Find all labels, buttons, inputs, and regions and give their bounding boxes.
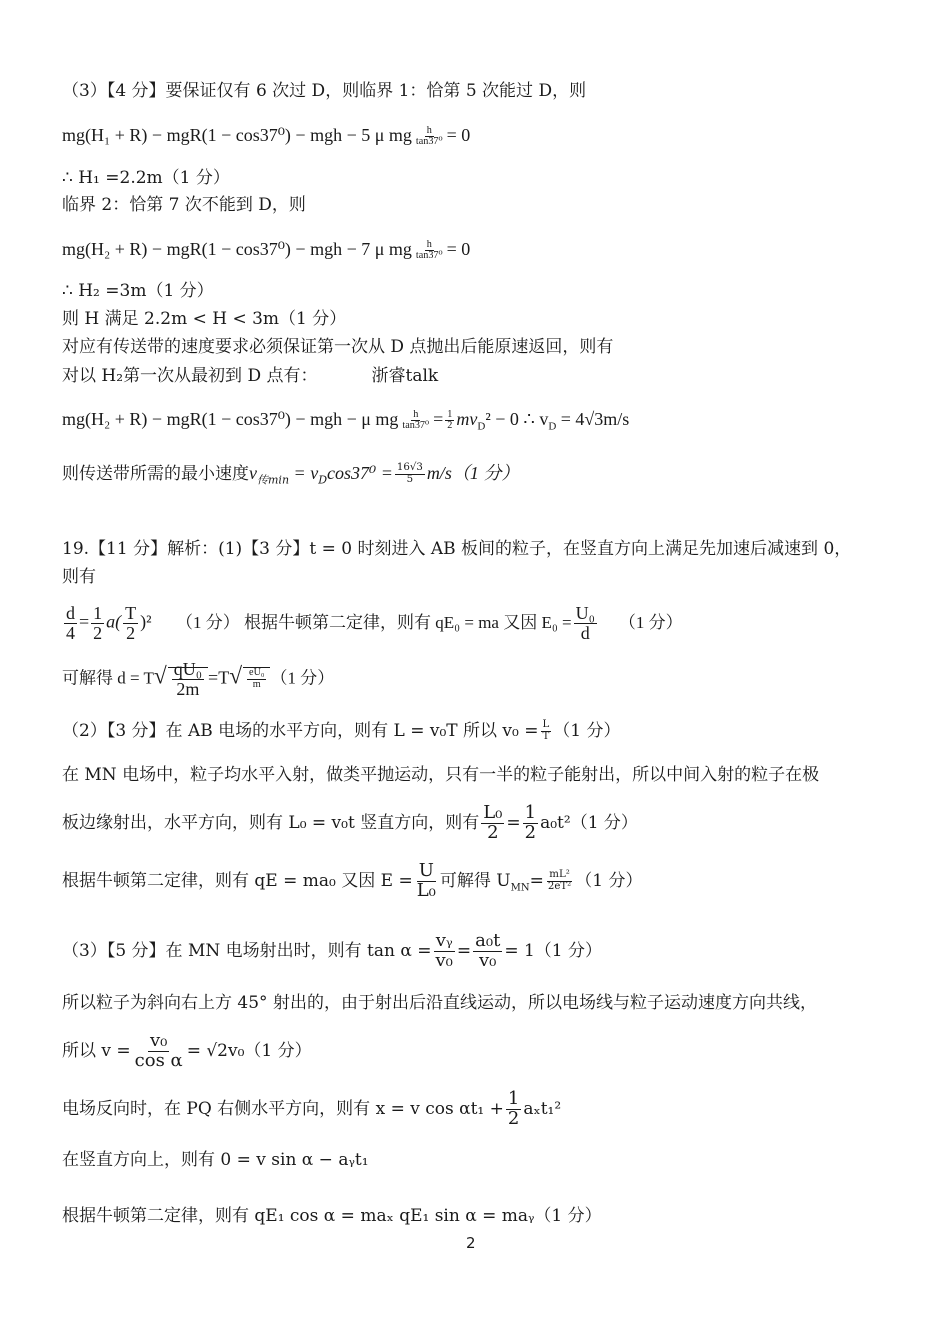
text: = √2v₀（1 分） [186, 1040, 312, 1061]
h2-to-d-text [62, 365, 438, 387]
fraction-denominator: 2 [487, 821, 499, 843]
fraction [445, 410, 454, 432]
fraction-denominator: m [252, 678, 261, 690]
eq-text: a( [106, 611, 122, 632]
text: 电场反向时，在 PQ 右侧水平方向，则有 x = v cos αt₁ + [62, 1098, 504, 1119]
fraction [523, 804, 538, 843]
belt-requirement-text: 对应有传送带的速度要求必须保证第一次从 D 点抛出后能原速返回，则有 [62, 337, 614, 357]
fraction-numerator: 1 [524, 802, 537, 823]
eq-text: )² [140, 611, 152, 632]
fraction [247, 668, 266, 690]
fraction-numerator: U₀ [575, 603, 595, 623]
q19-then: 则有 [62, 567, 96, 587]
eq-text: （1 分） [618, 612, 683, 632]
part2-heading [62, 720, 621, 743]
text: 根据牛顿第二定律，则有 qE = ma₀ 又因 E = [62, 870, 413, 891]
mn-field-text: 在 MN 电场中，粒子均水平入射，做类平抛运动，只有一半的粒子能射出，所以中间入射的粒子在极 [62, 765, 820, 785]
part3-q19-heading [62, 932, 602, 971]
subscript: 传min [257, 473, 290, 487]
fraction-numerator: 1 [447, 408, 453, 420]
fraction-numerator: d [66, 603, 75, 623]
fraction-numerator: h [426, 124, 432, 136]
fraction-numerator: T [125, 603, 137, 623]
fraction-numerator: 16√3 [396, 462, 423, 474]
eq-text: （1 分） [270, 668, 335, 688]
fraction [400, 410, 431, 432]
subscript: MN [510, 882, 530, 894]
fraction-denominator: 2eT² [547, 880, 572, 892]
fraction [433, 932, 454, 971]
fraction-numerator: a₀t [475, 930, 501, 951]
eq-text: = 0 [446, 239, 471, 259]
newton-e1-text: 根据牛顿第二定律，则有 qE₁ cos α = maₓ qE₁ sin α = maᵧ（1 分） [62, 1206, 602, 1226]
q19-heading: 19.【11 分】解析：(1)【3 分】t = 0 时刻进入 AB 板间的粒子，在竖直方向上满足先加速后减速到 0， [62, 539, 852, 559]
result-h2: ∴ H₂ =3m（1 分） [62, 281, 214, 301]
eq-text: mv [456, 409, 478, 429]
fraction-numerator: qU₀ [173, 659, 203, 679]
fraction-numerator: vᵧ [435, 930, 453, 951]
text: 可解得 U [439, 870, 511, 891]
eq-text: = 0 [446, 125, 471, 145]
fraction-denominator: 2 [447, 420, 453, 432]
eq-text: ² − 0 ∴ v [485, 409, 549, 429]
eq-text: v [249, 463, 257, 483]
fraction-denominator: cos α [134, 1049, 183, 1071]
fraction [172, 660, 204, 699]
fraction-denominator: tan37⁰ [415, 136, 443, 148]
min-belt-speed [62, 462, 519, 491]
eq-text: 可解得 d = T [62, 668, 154, 688]
fraction [546, 870, 573, 892]
text: = 1（1 分） [504, 940, 602, 961]
fraction [414, 126, 445, 148]
fraction [91, 604, 104, 643]
text: 板边缘射出，水平方向，则有 L₀ = v₀t 竖直方向，则有 [62, 812, 480, 833]
fraction-numerator: eU₀ [249, 667, 265, 679]
page-number: 2 [466, 1234, 476, 1252]
fraction [395, 463, 425, 485]
fraction [415, 862, 438, 901]
fraction-denominator: T [542, 731, 550, 742]
fraction-denominator: 2 [507, 1107, 520, 1129]
eq-text: = [433, 409, 444, 429]
eq-text: m/s（1 分） [426, 463, 520, 483]
text: = [506, 812, 521, 833]
eq-text: = 4√3m/s [556, 409, 630, 429]
fraction-denominator: tan37⁰ [415, 250, 443, 262]
direction-45-text: 所以粒子为斜向右上方 45° 射出的，由于射出后沿直线运动，所以电场线与粒子运动速度方向共线， [62, 993, 817, 1013]
fraction-numerator: h [413, 408, 419, 420]
fraction-numerator: 1 [507, 1088, 520, 1109]
text: （3）【5 分】在 MN 电场射出时，则有 tan α = [62, 940, 432, 961]
fraction-denominator: v₀ [479, 949, 497, 971]
watermark-text: 浙睿talk [371, 366, 439, 386]
text: 所以 v = [62, 1040, 131, 1061]
equation-solve-d [62, 660, 334, 699]
text: = [456, 940, 472, 961]
fraction-denominator: L₀ [416, 879, 436, 901]
fraction-numerator: h [426, 238, 432, 250]
eq-text: = [79, 611, 90, 632]
fraction [123, 604, 138, 643]
eq-text: =T [208, 667, 230, 688]
newton-umn-text [62, 862, 642, 901]
text: （1 分） [575, 870, 643, 891]
fraction-numerator: mL² [549, 869, 570, 881]
eq-text: mg(H₁ + R) − mgR(1 − cos37⁰) − mgh − 5 μ mg [62, 125, 412, 145]
text: （2）【3 分】在 AB 电场的水平方向，则有 L = v₀T 所以 v₀ = [62, 721, 539, 741]
fraction-denominator: 5 [406, 474, 414, 485]
sqrt-icon: √ [229, 663, 243, 690]
text: a₀t²（1 分） [540, 812, 638, 833]
fraction [414, 240, 445, 262]
text: = [529, 870, 544, 891]
fraction [506, 1090, 521, 1129]
part3-heading: （3）【4 分】要保证仅有 6 次过 D，则临界 1：恰第 5 次能过 D，则 [62, 81, 587, 101]
fraction-denominator: d [580, 622, 590, 643]
fraction-denominator: tan37⁰ [402, 420, 430, 432]
fraction [473, 932, 502, 971]
critical-2-text: 临界 2：恰第 7 次不能到 D，则 [62, 195, 306, 215]
fraction-numerator: v₀ [149, 1030, 168, 1051]
fraction [64, 604, 77, 643]
fraction [481, 804, 504, 843]
fraction-numerator: U [418, 860, 434, 881]
text: 则传送带所需的最小速度 [62, 464, 249, 484]
velocity-v-text [62, 1032, 312, 1071]
eq-text: = v [289, 463, 319, 483]
fraction-denominator: v₀ [435, 949, 453, 971]
equation-critical-1 [62, 124, 470, 148]
equation-critical-2 [62, 238, 470, 262]
h-range-text: 则 H 满足 2.2m < H < 3m（1 分） [62, 309, 347, 329]
equation-vd [62, 408, 629, 438]
result-h1: ∴ H₁ =2.2m（1 分） [62, 168, 230, 188]
subscript: D [477, 420, 486, 433]
eq-text: mg(H₂ + R) − mgR(1 − cos37⁰) − mgh − μ mg [62, 409, 399, 429]
eq-text: （1 分） 根据牛顿第二定律，则有 qE₀ = ma 又因 E₀ = [176, 612, 572, 632]
vertical-eq-text: 在竖直方向上，则有 0 = v sin α − aᵧt₁ [62, 1150, 369, 1170]
edge-exit-text [62, 804, 638, 843]
fraction-numerator: L [542, 719, 550, 731]
subscript: D [318, 473, 328, 487]
fraction-denominator: 2 [524, 821, 537, 843]
sqrt-icon: √ [153, 663, 167, 690]
eq-text: cos37⁰ = [327, 463, 393, 483]
fraction-numerator: L₀ [483, 802, 503, 823]
fraction-denominator: 4 [66, 622, 75, 643]
fraction [541, 720, 552, 742]
text: （1 分） [553, 721, 621, 741]
fraction-numerator: 1 [93, 603, 103, 623]
equation-d [62, 604, 683, 643]
fraction-denominator: 2 [93, 622, 103, 643]
text: 对以 H₂第一次从最初到 D 点有： [62, 366, 318, 386]
subscript: D [548, 420, 557, 433]
fraction-denominator: 2m [176, 678, 200, 699]
fraction [133, 1032, 185, 1071]
fraction-denominator: 2 [126, 622, 136, 643]
text: aₓt₁² [523, 1098, 562, 1119]
eq-text: mg(H₂ + R) − mgR(1 − cos37⁰) − mgh − 7 μ mg [62, 239, 412, 259]
reverse-field-x-text [62, 1090, 561, 1129]
fraction [574, 604, 597, 643]
